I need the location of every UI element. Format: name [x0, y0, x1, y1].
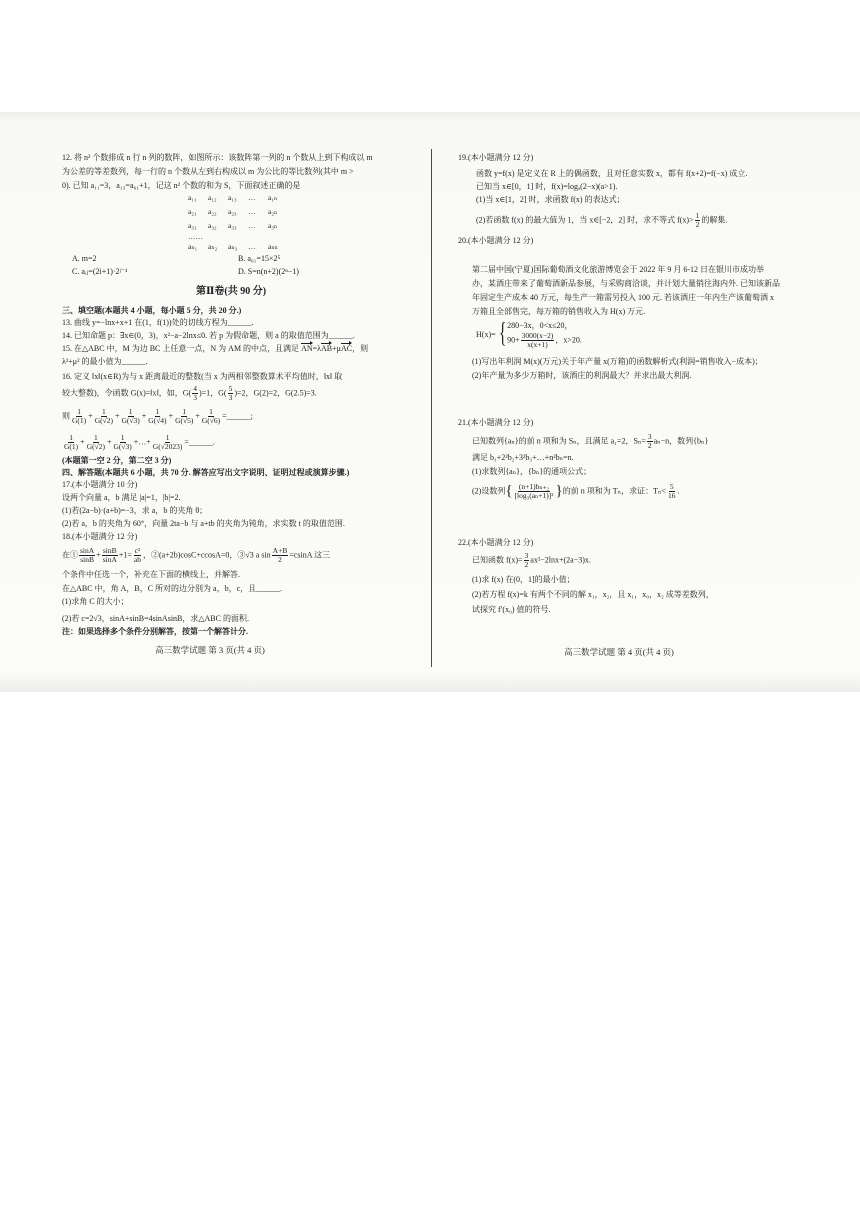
fraction-denominator: G(1) [64, 442, 79, 451]
matrix-cell: … [248, 207, 256, 216]
answer-section-heading: 四、解答题(本题共 6 小题，共 70 分. 解答应写出文字说明、证明过程或演算步骤.) [62, 468, 350, 477]
fraction-denominator: 2 [695, 220, 700, 229]
fraction-numerator: 1 [695, 211, 700, 220]
question-18-line: (1)求角 C 的大小； [62, 597, 129, 606]
question-21-line [472, 483, 679, 500]
text-segment: +1= [118, 550, 132, 560]
fraction [695, 212, 701, 229]
matrix-cell: a₁₂ [208, 193, 217, 202]
question-17-line: (1)若(2a−b)·(a+b)=−3，求 a，b 的夹角 θ； [62, 506, 208, 515]
question-20-line: 万箱且全部售完，每万箱的销售收入为 H(x) 万元. [472, 307, 646, 316]
matrix-row [188, 232, 208, 242]
fraction-numerator: 1 [77, 407, 81, 416]
question-22-line: (2)若方程 f(x)=k 有两个不同的解 x₁，x₂，且 x₁，x₀，x₂ 成等差数列， [472, 590, 714, 599]
option-d: D. S=n(n+2)(2ⁿ−1) [238, 267, 299, 276]
matrix-cell: a₃₃ [228, 221, 237, 230]
large-brace: } [555, 483, 563, 499]
question-18-header: 18.(本小题满分 12 分) [62, 532, 138, 541]
fraction [514, 483, 555, 500]
text-segment: =______; [222, 411, 253, 421]
question-21-line: (1)求数列{aₙ}，{bₙ}的通项公式； [472, 467, 592, 476]
text-segment: + [88, 411, 93, 421]
function-name: H(x)= [476, 329, 496, 339]
question-19-header: 19.(本小题满分 12 分) [458, 153, 534, 162]
fraction-numerator: sinA [80, 546, 95, 555]
question-17-line: (2)若 a，b 的夹角为 60°，向量 2ta−b 与 a+tb 的夹角为钝角，求实数 t 的取值范围. [62, 519, 345, 528]
text-segment: (2)设数列 [472, 486, 506, 496]
fraction [152, 434, 184, 451]
text-segment: ，则 [352, 344, 369, 353]
large-brace: { [505, 483, 513, 499]
matrix-cell: a₂₁ [188, 207, 197, 216]
vector-symbol: AB [321, 344, 333, 353]
text-segment: =______. [184, 437, 215, 447]
text-segment: + [96, 550, 101, 560]
fraction [667, 482, 680, 500]
question-21-line [472, 433, 708, 450]
text-segment: ，②(a+2b)cosC+ccosA=0，③√3 a sin [142, 550, 271, 560]
text-segment: 的解集. [701, 215, 728, 225]
question-18-note: 注：如果选择多个条件分别解答，按第一个解答计分. [62, 627, 248, 636]
matrix-cell: a₁ₙ [268, 193, 278, 202]
fraction [228, 385, 234, 402]
fraction [192, 385, 198, 402]
fraction-numerator: 3 [524, 551, 529, 560]
piecewise-case-row: 280−3x，0<x≤20， [507, 320, 573, 330]
text-segment: aₙ−n，数列{bₙ} [653, 436, 709, 446]
matrix-cell: aₙ₃ [228, 242, 238, 251]
fraction-denominator: G(√4) [148, 416, 167, 425]
fraction-numerator: 1 [182, 407, 187, 416]
question-20-line: 年固定生产成本 40 万元，每生产一箱需另投入 100 元. 若该酒庄一年内生产该葡萄酒 x [472, 293, 774, 302]
fraction [79, 547, 95, 564]
text-segment: =λ [312, 344, 322, 353]
text-segment: 则 [62, 411, 70, 421]
matrix-row [188, 193, 288, 203]
fraction [524, 552, 530, 569]
fraction-numerator: (n+1)bₙ₊₂ [518, 482, 550, 491]
fraction-denominator: G(√6) [201, 416, 221, 425]
fraction-denominator: 3 [193, 393, 197, 402]
text-segment: =csinA 这三 [289, 550, 331, 560]
question-17-header: 17.(本小题满分 10 分) [62, 480, 138, 489]
matrix-cell: a₃₁ [188, 221, 197, 230]
question-20-line: 第二届中国(宁夏)国际葡萄酒文化旅游博览会于 2022 年 9 月 6-12 日在银川市成功举 [472, 265, 764, 274]
text-segment: 已知函数 f(x)= [472, 555, 523, 565]
part-2-title: 第Ⅱ卷(共 90 分) [195, 286, 267, 297]
matrix-row [188, 221, 288, 231]
question-18-line: 个条件中任选一个，补充在下面的横线上，并解答. [62, 570, 240, 579]
fraction-denominator: 2 [524, 560, 529, 569]
matrix-cell: a₂₂ [208, 207, 217, 216]
question-16-line: 16. 定义 ‖x‖(x∈R)为与 x 距离最近的整数(当 x 为两相邻整数算术平均值时，‖x‖ 取 [62, 372, 343, 381]
fraction-numerator: 1 [155, 407, 160, 416]
fraction-denominator: G(1) [72, 416, 87, 425]
text-segment: + [168, 411, 174, 421]
text-segment: 的前 n 项和为 Tₙ，求证：Tₙ< [562, 486, 666, 496]
fraction [133, 547, 142, 564]
fraction-numerator: 1 [101, 407, 106, 416]
fill-in-section-heading: 三、填空题(本题共 4 小题，每小题 5 分，共 20 分.) [62, 306, 242, 315]
fraction [147, 408, 167, 425]
question-22-line: 试探究 f′(x₀) 值的符号. [472, 605, 551, 614]
question-19-line: 已知当 x∈[0，1] 时，f(x)=logₐ(2−x)(a>1). [476, 182, 618, 191]
fraction-numerator: 1 [93, 433, 98, 442]
text-segment: . [677, 486, 680, 496]
option-b: B. a₆₁=15×2⁵ [238, 254, 281, 263]
fraction-denominator: G(√3) [113, 442, 132, 451]
fraction-denominator: sinA [102, 555, 117, 564]
matrix-cell: … [248, 242, 256, 251]
text-segment: 15. 在△ABC 中，M 为边 BC 上任意一点，N 为 AM 的中点，且满足 [62, 344, 302, 353]
question-16-scoring-note: (本题第一空 2 分，第二空 3 分) [62, 456, 172, 465]
page-divider [431, 149, 432, 667]
fraction-denominator: 2 [278, 555, 282, 564]
matrix-row [188, 207, 288, 217]
fraction-numerator: 5 [228, 384, 233, 393]
question-20-line: 办，某酒庄带来了葡萄酒新品参展，与采购商洽谈，并计划大量销往海内外. 已知该新品 [472, 279, 780, 288]
vector-symbol: AC [340, 344, 353, 353]
fraction-denominator: G(√5) [175, 416, 194, 425]
text-segment: )=1，G( [198, 388, 227, 398]
fraction [71, 408, 87, 425]
matrix-cell: … [248, 193, 256, 202]
matrix-cell: aₙₙ [268, 242, 278, 251]
fraction [201, 408, 221, 425]
fraction [120, 408, 140, 425]
fraction [63, 434, 79, 451]
text-segment: 较大整数)，令函数 G(x)=‖x‖，如，G( [62, 388, 192, 398]
question-19-line [476, 212, 727, 229]
text-segment: )=2，G(2)=2，G(2.5)=3. [234, 388, 317, 398]
matrix-cell: a₂ₙ [268, 207, 278, 216]
fraction-denominator: G(√2) [86, 442, 105, 451]
question-17-line: 设两个向量 a，b 满足 |a|=1，|b|=2. [62, 493, 181, 502]
question-15-line: λ²+μ² 的最小值为______. [62, 357, 148, 366]
question-21-header: 21.(本小题满分 12 分) [458, 418, 534, 427]
fraction-denominator: G(√3) [121, 416, 140, 425]
left-brace: { [498, 318, 507, 349]
text-segment: 已知数列{aₙ}的前 n 项和为 Sₙ，且满足 a₁=2，Sₙ= [472, 436, 646, 446]
fraction-denominator: sinB [80, 555, 94, 564]
text-segment: + [106, 437, 112, 447]
question-12-stem-line: 12. 将 n² 个数排成 n 行 n 列的数阵，如图所示：该数阵第一列的 n 个数从上到下构成以 m [62, 153, 373, 162]
piecewise-case-row [507, 332, 582, 349]
fraction-numerator: 4 [193, 384, 197, 393]
fraction-denominator: G(√2) [94, 416, 113, 425]
matrix-cell: a₁₁ [188, 193, 197, 202]
question-13: 13. 曲线 y=−lnx+x+1 在(1，f(1))处的切线方程为______. [62, 318, 254, 327]
fraction [102, 547, 118, 564]
matrix-cell: a₃ₙ [268, 221, 278, 230]
question-20-line: (1)写出年利润 M(x)(万元)关于年产量 x(万箱)的函数解析式(利润=销售收入−成本)； [472, 357, 763, 366]
fraction-denominator: G(√2023) [152, 442, 183, 451]
matrix-cell: aₙ₂ [208, 242, 218, 251]
fraction-denominator: 2 [647, 441, 652, 450]
text-segment: + [141, 411, 147, 421]
fraction-denominator: 3 [228, 393, 233, 402]
option-a: A. m=2 [72, 254, 97, 263]
question-12-stem-line: 为公差的等差数列，每一行的 n 个数从左到右构成以 m 为公比的等比数列(其中 m > [62, 167, 354, 176]
fraction-numerator: 1 [120, 433, 125, 442]
fraction [112, 434, 132, 451]
matrix-cell: a₃₂ [208, 221, 217, 230]
question-19-line: (1)当 x∈[1，2] 时，求函数 f(x) 的表达式； [476, 195, 625, 204]
page-footer: 高三数学试题 第 3 页(共 4 页) [155, 645, 265, 655]
fraction [94, 408, 114, 425]
question-20-header: 20.(本小题满分 12 分) [458, 236, 534, 245]
matrix-cell: a₁₃ [228, 193, 237, 202]
fraction-numerator: 1 [128, 407, 133, 416]
question-15-line [62, 343, 368, 354]
fraction [647, 433, 653, 450]
text-segment: + [195, 411, 200, 421]
vector-symbol: AN [301, 344, 313, 353]
fraction-numerator: 1 [165, 433, 170, 442]
question-14: 14. 已知命题 p：∃x∈(0，3)，x²−a−2lnx≤0. 若 p 为假命题，则 a 的取值范围为______. [62, 331, 355, 340]
fraction-denominator: 16 [667, 491, 676, 500]
fraction-numerator: A+B [272, 546, 288, 555]
matrix-ellipsis: …… [188, 232, 203, 241]
piecewise-cases [507, 320, 582, 349]
text-segment: ，x>20. [555, 334, 582, 344]
matrix-row [188, 242, 288, 252]
fraction-numerator: 3000(x−2) [521, 330, 554, 340]
text-segment: + [114, 411, 120, 421]
text-segment: +μ [332, 344, 341, 353]
text-segment: ax²−2lnx+(2a−3)x. [530, 555, 591, 565]
question-16-line [62, 408, 253, 425]
page-footer: 高三数学试题 第 4 页(共 4 页) [564, 647, 674, 657]
text-segment: +…+ [133, 437, 151, 447]
fraction [272, 547, 289, 564]
question-21-line: 满足 b₁+2²b₂+3²b₃+…+n²bₙ=n. [472, 453, 574, 462]
fraction-numerator: c² [134, 546, 141, 555]
question-18-conditions [62, 547, 330, 564]
fraction-numerator: 5 [669, 482, 674, 491]
question-19-line: 函数 y=f(x) 是定义在 R 上的偶函数，且对任意实数 x，都有 f(x+2)=f(−x) 成立. [476, 169, 748, 178]
fraction-numerator: 1 [69, 433, 73, 442]
text-segment: 90+ [507, 334, 520, 344]
question-22-line [472, 552, 591, 569]
scanned-sheet-background [0, 112, 860, 692]
fraction [86, 434, 106, 451]
text-segment: (2)若函数 f(x) 的最大值为 1，当 x∈[−2，2] 时，求不等式 f(x)> [476, 215, 694, 225]
revenue-function-definition [476, 319, 582, 349]
fraction [174, 408, 194, 425]
question-18-line: (2)若 c=2√3，sinA+sinB=4sinAsinB，求△ABC 的面积. [62, 614, 249, 623]
fraction-denominator: ab [133, 555, 141, 564]
text-segment: 在① [62, 550, 78, 560]
question-18-line: 在△ABC 中，角 A，B，C 所对的边分别为 a，b，c，且______. [62, 584, 283, 593]
question-20-line: (2)年产量为多少万箱时，该酒庄的利润最大？并求出最大利润. [472, 371, 692, 380]
matrix-cell: … [248, 221, 256, 230]
fraction [521, 332, 555, 349]
question-16-line [62, 434, 215, 451]
question-22-line: (1)求 f(x) 在(0，1]的最小值； [472, 575, 575, 584]
fraction-denominator: [log₃(aₙ+1)]² [514, 491, 554, 500]
question-12-stem-line: 0). 已知 a₁₁=3，a₁₃=a₆₁+1，记这 n² 个数的和为 S，下面叙述正确的是 [62, 181, 301, 190]
text-segment: + [80, 437, 85, 447]
option-c: C. aᵢⱼ=(2i+1)·2ʲ⁻¹ [72, 267, 128, 276]
fraction-numerator: sinB [102, 546, 117, 555]
fraction-numerator: 3 [647, 432, 652, 441]
matrix-cell: a₂₃ [228, 207, 237, 216]
fraction-denominator: x(x+1) [527, 339, 548, 349]
question-22-header: 22.(本小题满分 12 分) [458, 538, 534, 547]
matrix-cell: aₙ₁ [188, 242, 198, 251]
fraction-numerator: 1 [209, 407, 213, 416]
question-16-line [62, 385, 317, 402]
